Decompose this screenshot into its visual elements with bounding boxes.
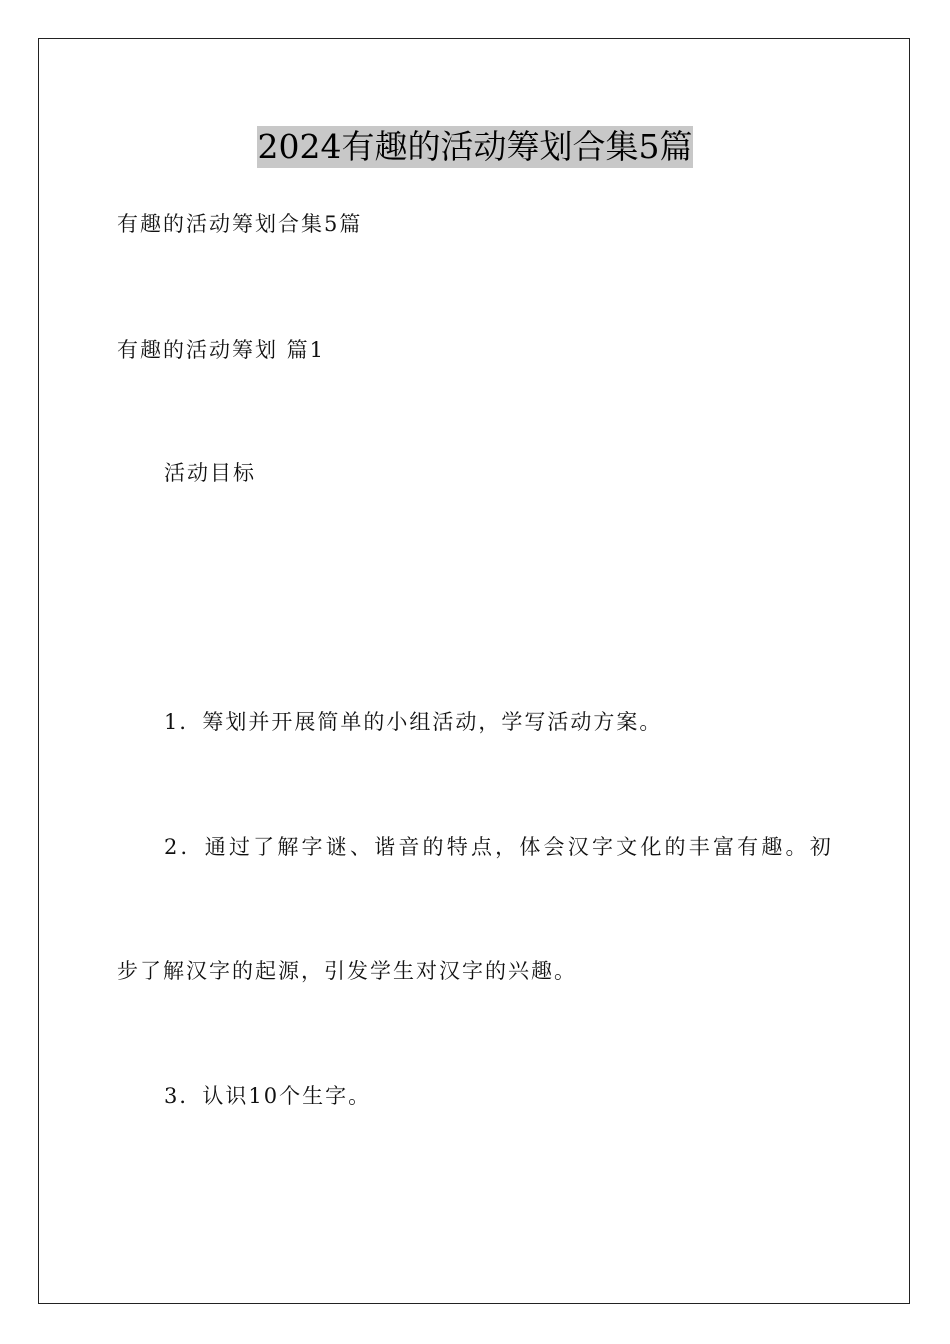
document-subtitle: 有趣的活动筹划合集5篇 xyxy=(117,212,363,236)
objective-item-3: 3．认识10个生字。 xyxy=(164,1084,372,1108)
objective-item-1: 1．筹划并开展简单的小组活动，学写活动方案。 xyxy=(164,710,663,734)
document-title: 2024有趣的活动筹划合集5篇 xyxy=(257,127,693,166)
subsection-heading: 活动目标 xyxy=(164,461,256,485)
objective-item-2: 2．通过了解字谜、谐音的特点，体会汉字文化的丰富有趣。初 xyxy=(164,835,834,859)
section-heading: 有趣的活动筹划 篇1 xyxy=(117,338,326,362)
objective-item-2-continued: 步了解汉字的起源，引发学生对汉字的兴趣。 xyxy=(117,959,577,983)
title-area xyxy=(0,126,950,168)
